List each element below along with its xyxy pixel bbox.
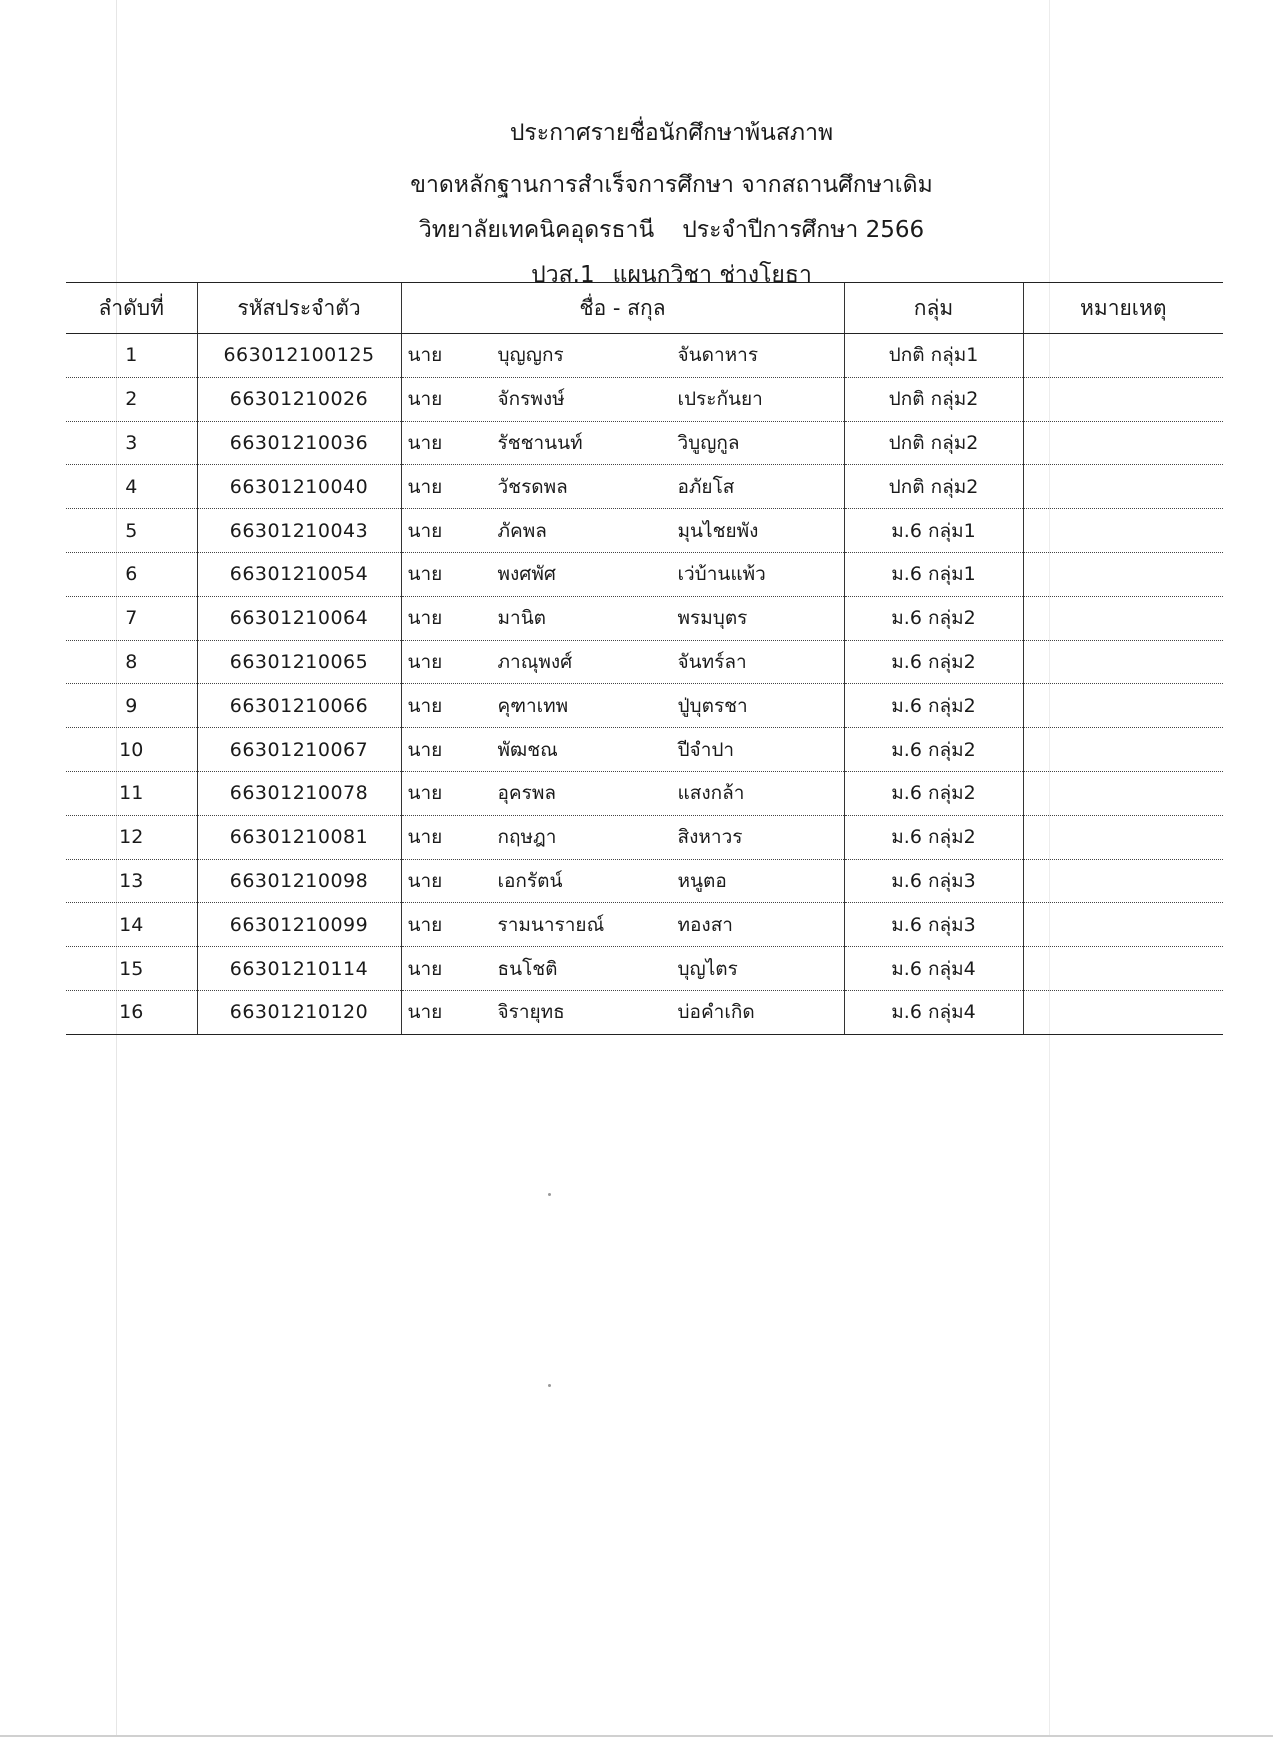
- name-prefix: นาย: [407, 650, 443, 673]
- student-name: [401, 684, 844, 728]
- column-header-student-id: รหัสประจำตัว: [197, 283, 401, 334]
- remark: [1023, 596, 1223, 640]
- last-name: หนูตอ: [677, 869, 727, 892]
- row-number: 16: [66, 990, 197, 1034]
- student-id: 66301210065: [197, 640, 401, 684]
- row-number: 5: [66, 509, 197, 553]
- row-number: 6: [66, 552, 197, 596]
- student-group: ม.6 กลุ่ม2: [844, 596, 1023, 640]
- name-prefix: นาย: [407, 957, 443, 980]
- remark: [1023, 465, 1223, 509]
- remark: [1023, 640, 1223, 684]
- first-name: มานิต: [497, 607, 547, 630]
- table-row: [66, 552, 1223, 596]
- education-level: ปวส.1: [531, 262, 595, 288]
- table-row: [66, 421, 1223, 465]
- student-name: [401, 421, 844, 465]
- name-prefix: นาย: [407, 431, 443, 454]
- student-id: 66301210099: [197, 903, 401, 947]
- student-id: 66301210081: [197, 815, 401, 859]
- student-id: 66301210036: [197, 421, 401, 465]
- column-header-group: กลุ่ม: [844, 283, 1023, 334]
- student-name: [401, 596, 844, 640]
- column-header-remark: หมายเหตุ: [1023, 283, 1223, 334]
- first-name: เอกรัตน์: [497, 869, 563, 892]
- table-row: [66, 815, 1223, 859]
- name-prefix: นาย: [407, 782, 443, 805]
- student-id: 66301210043: [197, 509, 401, 553]
- table-row: [66, 990, 1223, 1034]
- student-group: ม.6 กลุ่ม2: [844, 728, 1023, 772]
- first-name: จักรพงษ์: [497, 388, 565, 411]
- remark: [1023, 728, 1223, 772]
- first-name: กฤษฎา: [497, 826, 557, 849]
- student-id: 66301210078: [197, 771, 401, 815]
- remark: [1023, 990, 1223, 1034]
- table-row: [66, 596, 1223, 640]
- table-row: [66, 509, 1223, 553]
- student-id: 66301210066: [197, 684, 401, 728]
- student-group: ม.6 กลุ่ม4: [844, 947, 1023, 991]
- name-prefix: นาย: [407, 913, 443, 936]
- last-name: เประกันยา: [677, 388, 763, 411]
- column-header-no: ลำดับที่: [66, 283, 197, 334]
- name-prefix: นาย: [407, 869, 443, 892]
- last-name: ทองสา: [677, 913, 733, 936]
- student-group: ม.6 กลุ่ม3: [844, 903, 1023, 947]
- row-number: 7: [66, 596, 197, 640]
- student-id: 66301210098: [197, 859, 401, 903]
- name-prefix: นาย: [407, 826, 443, 849]
- column-header-name: ชื่อ - สกุล: [401, 283, 844, 334]
- last-name: แสงกล้า: [677, 782, 745, 805]
- last-name: มุนไชยพัง: [677, 519, 759, 542]
- student-name: [401, 465, 844, 509]
- student-group: ม.6 กลุ่ม1: [844, 552, 1023, 596]
- scan-speck: [548, 1193, 551, 1196]
- row-number: 3: [66, 421, 197, 465]
- student-name: [401, 903, 844, 947]
- student-name: [401, 990, 844, 1034]
- remark: [1023, 771, 1223, 815]
- student-id: 66301210026: [197, 377, 401, 421]
- first-name: จิรายุทธ: [497, 1001, 565, 1024]
- last-name: พรมบุตร: [677, 607, 748, 630]
- name-prefix: นาย: [407, 694, 443, 717]
- student-group: ม.6 กลุ่ม2: [844, 771, 1023, 815]
- student-name: [401, 771, 844, 815]
- row-number: 2: [66, 377, 197, 421]
- last-name: สิงหาวร: [677, 826, 743, 849]
- last-name: วิบูญกูล: [677, 431, 740, 454]
- student-group: ม.6 กลุ่ม2: [844, 684, 1023, 728]
- student-group: ปกติ กลุ่ม2: [844, 421, 1023, 465]
- student-group: ม.6 กลุ่ม1: [844, 509, 1023, 553]
- first-name: วัชรดพล: [497, 475, 568, 498]
- first-name: บุญญกร: [497, 344, 564, 367]
- row-number: 4: [66, 465, 197, 509]
- last-name: ปีจำปา: [677, 738, 735, 761]
- first-name: รามนารายณ์: [497, 913, 605, 936]
- name-prefix: นาย: [407, 475, 443, 498]
- last-name: เว่บ้านแพ้ว: [677, 563, 766, 586]
- student-id: 663012100125: [197, 334, 401, 378]
- name-prefix: นาย: [407, 388, 443, 411]
- student-group: ม.6 กลุ่ม2: [844, 640, 1023, 684]
- student-id: 66301210040: [197, 465, 401, 509]
- announcement-subtitle: ขาดหลักฐานการสำเร็จการศึกษา จากสถานศึกษาเดิม: [410, 172, 933, 198]
- table-row: [66, 640, 1223, 684]
- student-id: 66301210120: [197, 990, 401, 1034]
- scan-speck: [548, 1384, 551, 1387]
- table-row: [66, 465, 1223, 509]
- row-number: 8: [66, 640, 197, 684]
- table-row: [66, 377, 1223, 421]
- remark: [1023, 815, 1223, 859]
- remark: [1023, 334, 1223, 378]
- remark: [1023, 947, 1223, 991]
- name-prefix: นาย: [407, 1001, 443, 1024]
- student-group: ม.6 กลุ่ม3: [844, 859, 1023, 903]
- remark: [1023, 552, 1223, 596]
- student-name: [401, 509, 844, 553]
- name-prefix: นาย: [407, 344, 443, 367]
- first-name: ภัคพล: [497, 519, 547, 542]
- last-name: บุญไตร: [677, 957, 738, 980]
- row-number: 9: [66, 684, 197, 728]
- student-id: 66301210054: [197, 552, 401, 596]
- student-name: [401, 947, 844, 991]
- table-header-row: [66, 283, 1223, 334]
- college-year-line: [0, 215, 1273, 245]
- row-number: 13: [66, 859, 197, 903]
- remark: [1023, 421, 1223, 465]
- student-name: [401, 552, 844, 596]
- college-name: วิทยาลัยเทคนิคอุดรธานี: [418, 217, 655, 243]
- table-row: [66, 334, 1223, 378]
- remark: [1023, 903, 1223, 947]
- student-name: [401, 377, 844, 421]
- last-name: จันทร์ลา: [677, 650, 747, 673]
- last-name: อภัยโส: [677, 475, 735, 498]
- row-number: 10: [66, 728, 197, 772]
- first-name: คุฑาเทพ: [497, 694, 569, 717]
- table-row: [66, 771, 1223, 815]
- first-name: รัชชานนท์: [497, 431, 583, 454]
- student-name: [401, 640, 844, 684]
- last-name: จันดาหาร: [677, 344, 759, 367]
- row-number: 11: [66, 771, 197, 815]
- student-group: ม.6 กลุ่ม4: [844, 990, 1023, 1034]
- student-roster-table: [66, 282, 1223, 1035]
- student-name: [401, 334, 844, 378]
- student-id: 66301210114: [197, 947, 401, 991]
- name-prefix: นาย: [407, 607, 443, 630]
- remark: [1023, 684, 1223, 728]
- first-name: พัฒชณ: [497, 738, 558, 761]
- announcement-title: ประกาศรายชื่อนักศึกษาพ้นสภาพ: [509, 120, 834, 146]
- name-prefix: นาย: [407, 519, 443, 542]
- table-body: [66, 334, 1223, 1035]
- last-name: บ่อคำเกิด: [677, 1001, 755, 1024]
- table-row: [66, 947, 1223, 991]
- remark: [1023, 509, 1223, 553]
- name-prefix: นาย: [407, 738, 443, 761]
- name-prefix: นาย: [407, 563, 443, 586]
- student-group: ปกติ กลุ่ม2: [844, 465, 1023, 509]
- table-row: [66, 903, 1223, 947]
- row-number: 12: [66, 815, 197, 859]
- remark: [1023, 859, 1223, 903]
- student-group: ปกติ กลุ่ม1: [844, 334, 1023, 378]
- row-number: 14: [66, 903, 197, 947]
- table-row: [66, 684, 1223, 728]
- department: แผนกวิชา ช่างโยธา: [612, 262, 812, 288]
- student-id: 66301210067: [197, 728, 401, 772]
- student-name: [401, 815, 844, 859]
- student-name: [401, 728, 844, 772]
- student-id: 66301210064: [197, 596, 401, 640]
- first-name: ภาณุพงศ์: [497, 650, 573, 673]
- first-name: พงศพัศ: [497, 563, 556, 586]
- remark: [1023, 377, 1223, 421]
- first-name: อุครพล: [497, 782, 556, 805]
- row-number: 1: [66, 334, 197, 378]
- table-row: [66, 728, 1223, 772]
- first-name: ธนโชติ: [497, 957, 558, 980]
- academic-year: ประจำปีการศึกษา 2566: [682, 217, 925, 243]
- student-group: ปกติ กลุ่ม2: [844, 377, 1023, 421]
- student-name: [401, 859, 844, 903]
- table-row: [66, 859, 1223, 903]
- last-name: ปู่บุตรชา: [677, 694, 748, 717]
- row-number: 15: [66, 947, 197, 991]
- student-group: ม.6 กลุ่ม2: [844, 815, 1023, 859]
